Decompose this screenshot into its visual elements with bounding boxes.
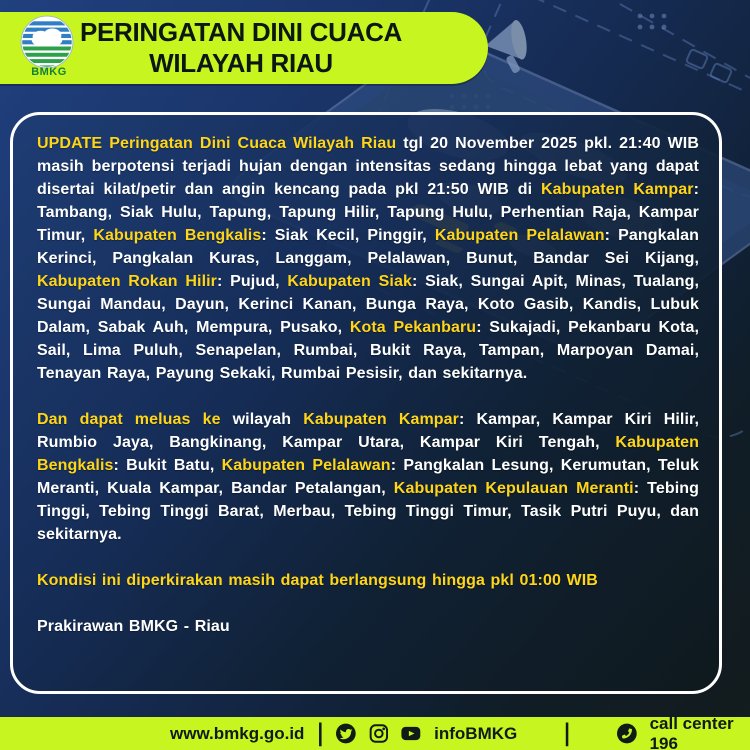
highlighted-text: Kondisi ini diperkirakan masih dapat berlangsung hingga pkl 01:00 WIB <box>37 572 598 589</box>
footer-separator: | <box>564 719 570 747</box>
body-text: : Pangkalan Kerinci, Pangkalan Kuras, Langgam, Pelalawan, Bunut, Bandar Sei Kijang, <box>37 227 700 267</box>
instagram-icon <box>369 722 389 745</box>
update-paragraph <box>37 132 699 385</box>
header-banner <box>0 12 488 84</box>
highlighted-text: Dan dapat meluas ke <box>37 411 221 428</box>
page-title-line1: PERINGATAN DINI CUACA <box>79 17 403 47</box>
call-center-text: call center 196 <box>649 713 734 750</box>
highlighted-text: Kabupaten Siak <box>287 273 412 290</box>
highlighted-text: Kota Pekanbaru <box>349 319 477 336</box>
highlighted-text: Kabupaten Kampar <box>303 411 460 428</box>
highlighted-text: Kabupaten Bengkalis <box>93 227 262 244</box>
body-text: : Sukajadi, Pekanbaru Kota, Sail, Lima Puluh, Senapelan, Rumbai, Bukit Raya, Tampan, Marpoyan Damai, Tenayan Raya, Payung Sekaki, Rumbai Pesisir, dan sekitarnya. <box>37 319 699 382</box>
bmkg-logo-icon <box>20 15 74 69</box>
warning-content-panel <box>10 112 722 694</box>
highlighted-text: Kabupaten Pelalawan <box>221 457 391 474</box>
highlighted-text: Kabupaten Pelalawan <box>434 227 605 244</box>
bmkg-logo <box>20 15 78 78</box>
validity-paragraph <box>37 569 699 592</box>
body-text: Prakirawan BMKG - Riau <box>37 618 230 635</box>
body-text: : Siak Kecil, Pinggir, <box>261 227 435 244</box>
social-handle-text: infoBMKG <box>434 723 518 743</box>
highlighted-text: Kabupaten Rokan Hilir <box>37 273 218 290</box>
body-text: : Kampar, Kampar Kiri Hilir, Rumbio Jaya, Bangkinang, Kampar Utara, Kampar Kiri Tengah, <box>37 411 700 451</box>
page-title-line2: WILAYAH RIAU <box>149 48 333 78</box>
phone-icon <box>617 722 637 745</box>
body-text: tgl 20 November 2025 pkl. 21:40 WIB masih berpotensi terjadi hujan dengan intensitas sedang hingga lebat yang dapat disertai kilat/petir dan angin kencang pada pkl 21:50 WIB di <box>37 135 699 198</box>
body-text: : Pujud, <box>217 273 288 290</box>
bmkg-logo-label: BMKG <box>31 66 67 78</box>
youtube-icon <box>401 722 421 745</box>
body-text: : Bukit Batu, <box>113 457 222 474</box>
body-text: : Pangkalan Lesung, Kerumutan, Teluk Meranti, Kuala Kampar, Bandar Petalangan, <box>37 457 699 497</box>
body-text: : Tambang, Siak Hulu, Tapung, Tapung Hilir, Tapung Hulu, Perhentian Raja, Kampar Timur, <box>37 181 699 244</box>
highlighted-text: Kabupaten Kepulauan Meranti <box>393 480 634 497</box>
expansion-paragraph <box>37 408 699 546</box>
highlighted-text: UPDATE Peringatan Dini Cuaca Wilayah Riau <box>37 135 397 152</box>
twitter-icon <box>336 722 356 745</box>
highlighted-text: Kabupaten Bengkalis <box>37 434 699 474</box>
footer-separator: | <box>317 719 324 747</box>
highlighted-text: Kabupaten Kampar <box>541 181 694 198</box>
body-text: : Siak, Sungai Apit, Minas, Tualang, Sungai Mandau, Dayun, Kerinci Kanan, Bunga Raya, Koto Gasib, Kandis, Lubuk Dalam, Sabak Auh, Mempura, Pusako, <box>37 273 699 336</box>
forecaster-paragraph <box>37 615 699 638</box>
footer-bar <box>0 713 750 750</box>
body-text: : Tebing Tinggi, Tebing Tinggi Barat, Merbau, Tebing Tinggi Timur, Tasik Putri Puyu, dan sekitarnya. <box>37 480 700 543</box>
website-text: www.bmkg.go.id <box>170 723 305 743</box>
body-text: wilayah <box>220 411 304 428</box>
